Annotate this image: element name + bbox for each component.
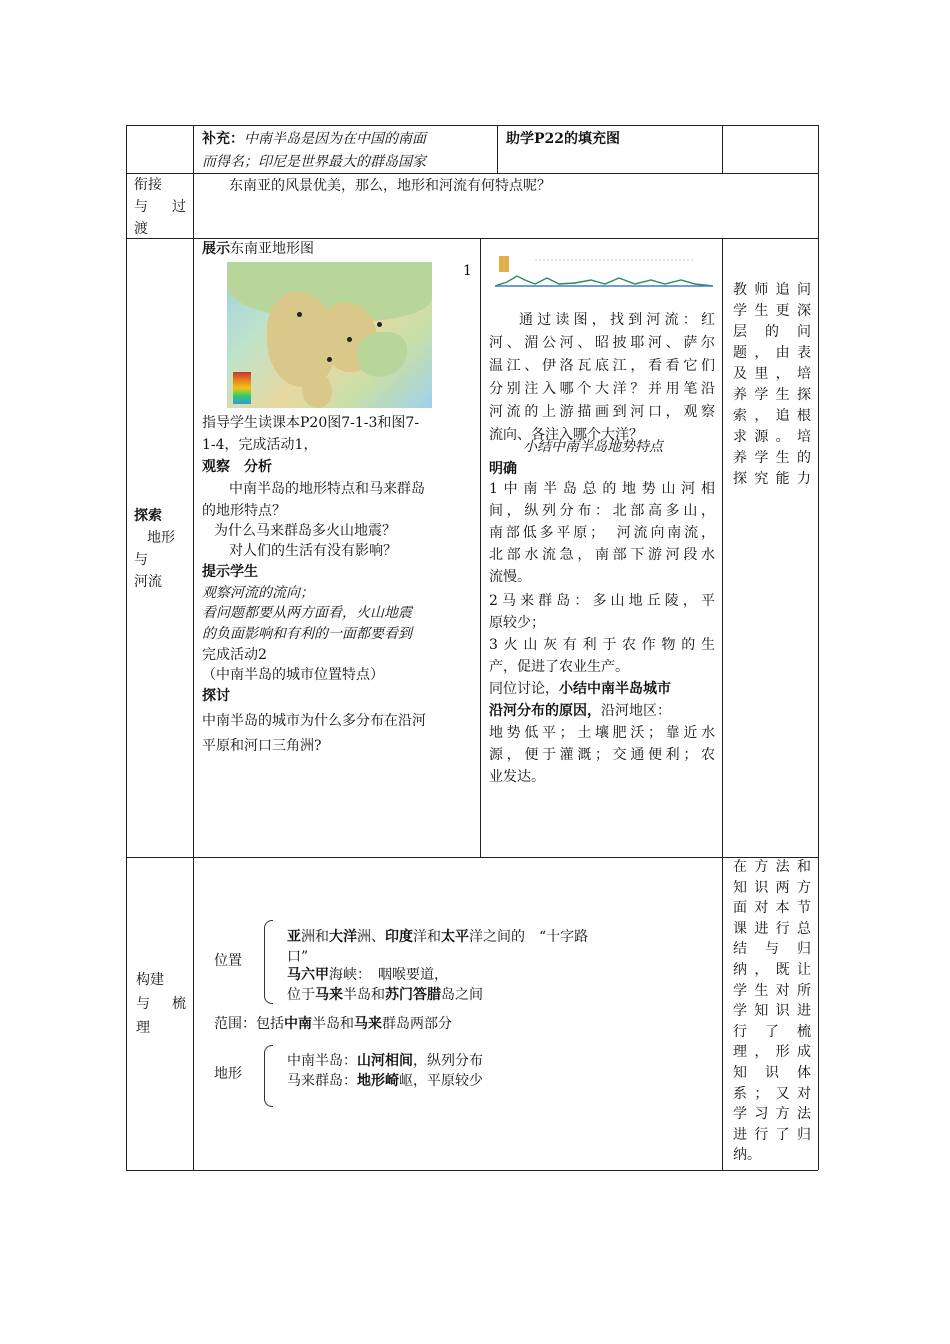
show-text: 东南亚地形图 xyxy=(230,241,314,257)
col-divider-r3-mid xyxy=(480,238,481,857)
supplement-text-2: 而得名；印尼是世界最大的群岛国家 xyxy=(202,154,426,170)
guide-line-1: 指导学生读课本P20图7-1-3和图7- xyxy=(202,415,420,431)
table-border-left xyxy=(126,125,127,1170)
position-line-3: 马六甲海峡： 咽喉要道， xyxy=(287,967,448,983)
label-explore-4: 河流 xyxy=(134,574,162,590)
question-1-line-2: 的地形特点？ xyxy=(202,503,286,519)
discuss-heading: 探讨 xyxy=(202,688,230,704)
guide-line-2: 1-4，完成活动1， xyxy=(202,437,318,453)
activity-2: 完成活动2 xyxy=(202,647,267,663)
col-divider-r1-mid xyxy=(497,125,498,173)
label-transition-3: 渡 xyxy=(134,221,148,237)
fill-map-note: 助学P22的填充图 xyxy=(506,131,621,147)
supplement-text-1: 中南半岛是因为在中国的南面 xyxy=(244,131,426,147)
col-divider-r3-right xyxy=(722,238,723,1170)
terrain-line-2: 马来群岛：地形崎岖，平原较少 xyxy=(287,1073,483,1089)
col-divider-label xyxy=(193,125,194,1170)
terrain-profile-chart xyxy=(495,250,713,292)
label-transition xyxy=(134,174,186,240)
table-border-right xyxy=(818,125,819,1170)
position-line-1: 亚洲和大洋洲、印度洋和太平洋之间的 “十字路 xyxy=(287,929,589,945)
activity-2-note: （中南半岛的城市位置特点） xyxy=(202,667,384,683)
col-divider-r1-right xyxy=(722,125,723,173)
label-explore-2: 地形 xyxy=(147,530,175,546)
question-3: 对人们的生活有没有影响？ xyxy=(229,543,397,559)
conclusion-list: 1中南半岛总的地势山河相 间，纵列分布：北部高多山， 南部低多平原； 河流向南流， 北部水流急，南部下游河段水 流慢。 2马来群岛：多山地丘陵，平 原较少； 3火山灰有利于农作物的生 产，促进了农业生产。 同位讨论，小结中南半岛城市 沿河分布的原因，沿河地区： 地势低平；土壤肥沃；靠近水 源，便于灌溉；交通便利；农 业发达。 xyxy=(489,481,715,785)
label-explore-3: 与 xyxy=(134,552,148,568)
supplement-line-1 xyxy=(202,128,426,150)
terrain-label: 地形 xyxy=(214,1066,242,1082)
terrain-line-1: 中南半岛：山河相间，纵列分布 xyxy=(287,1053,483,1069)
hint-3: 的负面影响和有利的一面都要看到 xyxy=(202,626,412,642)
map-legend xyxy=(233,372,251,404)
river-reading-paragraph: 通过读图，找到河流：红 河、湄公河、昭披耶河、萨尔 温江、伊洛瓦底江，看看它们 分别注入哪个大洋？并用笔沿 河流的上游描画到河口，观察 流向、各注入哪个大洋？ xyxy=(489,312,715,443)
position-brace xyxy=(264,920,273,1004)
teacher-notes-explore: 教师追问 学生更深 层 的 问 题，由表 及里，培 养学生探 索，追根 求源。培 养学生的 探究能力 xyxy=(733,282,811,487)
position-label: 位置 xyxy=(214,953,242,969)
position-line-2: 口” xyxy=(287,949,309,965)
summary-terrain: 小结中南半岛地势特点 xyxy=(523,439,663,455)
show-label: 展示 xyxy=(202,241,230,257)
map-number: 1 xyxy=(463,263,472,279)
transition-text: 东南亚的风景优美，那么，地形和河流有何特点呢？ xyxy=(229,178,551,194)
teacher-notes-build: 在方法和 知识两方 面对本节 课进行总 结 与 归 纳，既让 学生对所 学知识进 行 了 梳 理，形成 知 识 体 系；又对 学习方法 进行了归 纳。 xyxy=(733,859,811,1164)
observe-heading: 观察 分析 xyxy=(202,459,272,475)
label-build: 构建 与 梳 理 xyxy=(136,972,186,1036)
range-line: 范围：包括中南半岛和马来群岛两部分 xyxy=(214,1016,452,1032)
clear-heading: 明确 xyxy=(489,461,517,477)
hint-2: 看问题都要从两方面看，火山地震 xyxy=(202,605,412,621)
table-border-bottom xyxy=(126,1170,818,1171)
question-1-line-1: 中南半岛的地形特点和马来群岛 xyxy=(229,481,425,497)
row-divider-1 xyxy=(126,173,818,174)
hint-1: 观察河流的流向； xyxy=(202,585,314,601)
question-2: 为什么马来群岛多火山地震？ xyxy=(214,523,396,539)
terrain-brace xyxy=(264,1045,273,1107)
label-explore xyxy=(134,505,175,593)
southeast-asia-terrain-map xyxy=(227,262,432,408)
label-transition-2: 与 过 xyxy=(134,199,186,215)
label-explore-bold: 探索 xyxy=(134,508,162,524)
supplement-label: 补充： xyxy=(202,131,244,147)
table-border-top xyxy=(126,125,818,126)
label-transition-1: 衔接 xyxy=(134,177,162,193)
position-line-4: 位于马来半岛和苏门答腊岛之间 xyxy=(287,987,483,1003)
discuss-line-2: 平原和河口三角洲? xyxy=(202,738,322,754)
row-divider-3 xyxy=(126,857,818,858)
hint-heading: 提示学生 xyxy=(202,564,258,580)
discussion-summary-line: 同位讨论，小结中南半岛城市 xyxy=(489,681,671,697)
show-map-title xyxy=(202,238,314,260)
discuss-line-1: 中南半岛的城市为什么多分布在沿河 xyxy=(202,713,426,729)
